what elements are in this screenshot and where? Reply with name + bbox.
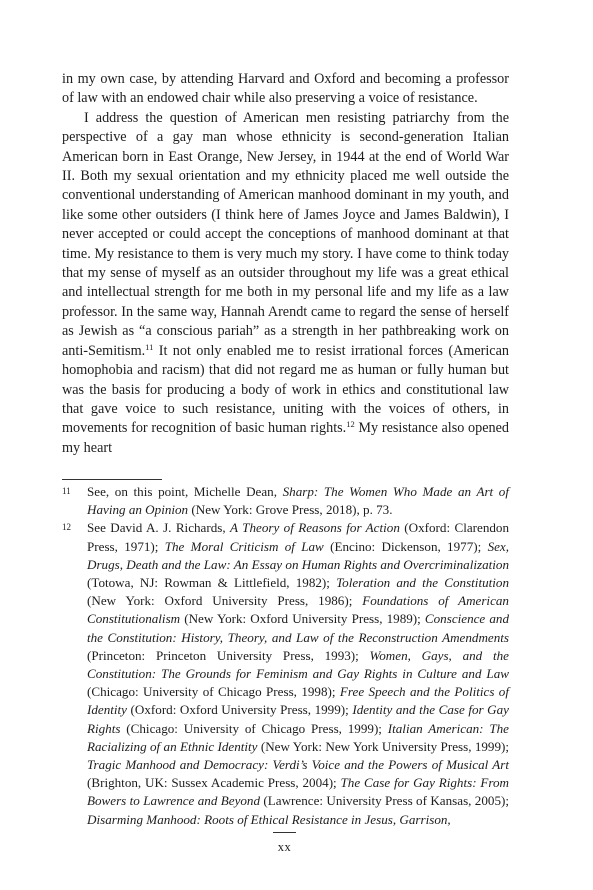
- text-run: (Encino: Dickenson, 1977);: [323, 538, 488, 554]
- text-run: (Oxford: Clarendon Press, 1971);: [87, 520, 510, 554]
- footnote-number: 11: [62, 486, 71, 496]
- text-run: It not only enabled me to resist irrational forces (American homophobia and racism) that did not regard me as human or fully human but was the basis for producing a body of work in ethics and constitutional law that gave voice to such resistance, uniting with the voices of others, in movements for recognition of basic human rights.: [62, 342, 509, 437]
- body-text: [62, 70, 509, 458]
- footnote-12: [62, 519, 509, 828]
- text-run: My resistance also opened my heart: [62, 420, 510, 456]
- text-run: (Totowa, NJ: Rowman & Littlefield, 1982);: [87, 575, 337, 591]
- italic-title: Tragic Manhood and Democracy: Verdi’s Voice and the Powers of Musical Art: [87, 757, 509, 773]
- text-run: (Lawrence: University Press of Kansas, 2005);: [260, 793, 509, 809]
- italic-title: A Theory of Reasons for Action: [230, 520, 400, 536]
- italic-title: Toleration and the Constitution: [336, 575, 509, 591]
- footnote-text: [87, 483, 509, 519]
- text-run: (New York: Oxford University Press, 1989);: [180, 611, 425, 627]
- footnotes: [62, 483, 509, 829]
- paragraph-main: [62, 109, 509, 458]
- text-run: in my own case, by attending Harvard and Oxford and becoming a professor of law with an endowed chair while also preserving a voice of resistance.: [62, 71, 509, 107]
- text-run: (Oxford: Oxford University Press, 1999);: [127, 702, 353, 718]
- italic-title: Disarming Manhood: Roots of Ethical Resistance in Jesus, Garrison,: [87, 811, 451, 827]
- paragraph-continued: [62, 70, 509, 109]
- footnote-separator: [62, 479, 162, 480]
- text-run: (New York: Oxford University Press, 1986);: [87, 593, 363, 609]
- italic-title: Identity and the Case for Gay Rights: [87, 702, 509, 736]
- text-run: See, on this point, Michelle Dean,: [87, 484, 283, 499]
- text-run: (New York: New York University Press, 1999);: [257, 738, 510, 754]
- italic-title: Sharp: The Women Who Made an Art of Having an Opinion: [87, 484, 509, 518]
- italic-title: Conscience and the Constitution: History, Theory, and Law of the Reconstruction Amendments: [87, 611, 509, 645]
- italic-title: Italian American: The Racializing of an Ethnic Identity: [87, 720, 509, 754]
- footnote-reference: 12: [346, 419, 355, 430]
- text-run: (New York: Grove Press, 2018), p. 73.: [188, 502, 393, 518]
- text-run: (Princeton: Princeton University Press, 1993);: [87, 647, 370, 663]
- text-run: See David A. J. Richards,: [87, 520, 231, 536]
- italic-title: Free Speech and the Politics of Identity: [87, 684, 509, 718]
- italic-title: Women, Gays, and the Constitution: The Grounds for Feminism and Gay Rights in Culture and Law: [87, 647, 509, 682]
- page-number-rule: [273, 832, 296, 833]
- text-run: (Chicago: University of Chicago Press, 1999);: [120, 720, 388, 736]
- italic-title: The Case for Gay Rights: From Bowers to Lawrence and Beyond: [87, 775, 509, 809]
- text-run: I address the question of American men resisting patriarchy from the perspective of a gay man whose ethnicity is second-generation Italian American born in East Orange, New Jersey, in 1944 at the end of World War II. Both my sexual orientation and my ethnicity placed me well outside the conventional understanding of American manhood dominant in my youth, and like some other outsiders (I think here of James Joyce and James Baldwin), I never accepted or could accept the conceptions of manhood dominant at that time. My resistance to them is very much my story. I have come to think today that my sense of myself as an outsider throughout my life was a great ethical and intellectual strength for me both in my personal life and my life as a law professor. In the same way, Hannah Arendt came to regard the sense of herself as Jewish as “a conscious pariah” as a strength in her pathbreaking work on anti-Semitism.: [62, 109, 509, 359]
- italic-title: The Moral Criticism of Law: [164, 538, 324, 554]
- footnote-text: [87, 519, 509, 828]
- footnote-reference: 11: [145, 341, 154, 352]
- text-run: (Chicago: University of Chicago Press, 1998);: [87, 684, 340, 700]
- italic-title: Sex, Drugs, Death and the Law: An Essay on Human Rights and Overcriminalization: [87, 538, 510, 572]
- footnote-number: 12: [62, 522, 71, 533]
- page-number: xx: [277, 840, 292, 854]
- footnote-11: [62, 483, 509, 519]
- italic-title: Foundations of American Constitutionalism: [87, 593, 509, 627]
- text-run: (Brighton, UK: Sussex Academic Press, 2004);: [87, 775, 341, 791]
